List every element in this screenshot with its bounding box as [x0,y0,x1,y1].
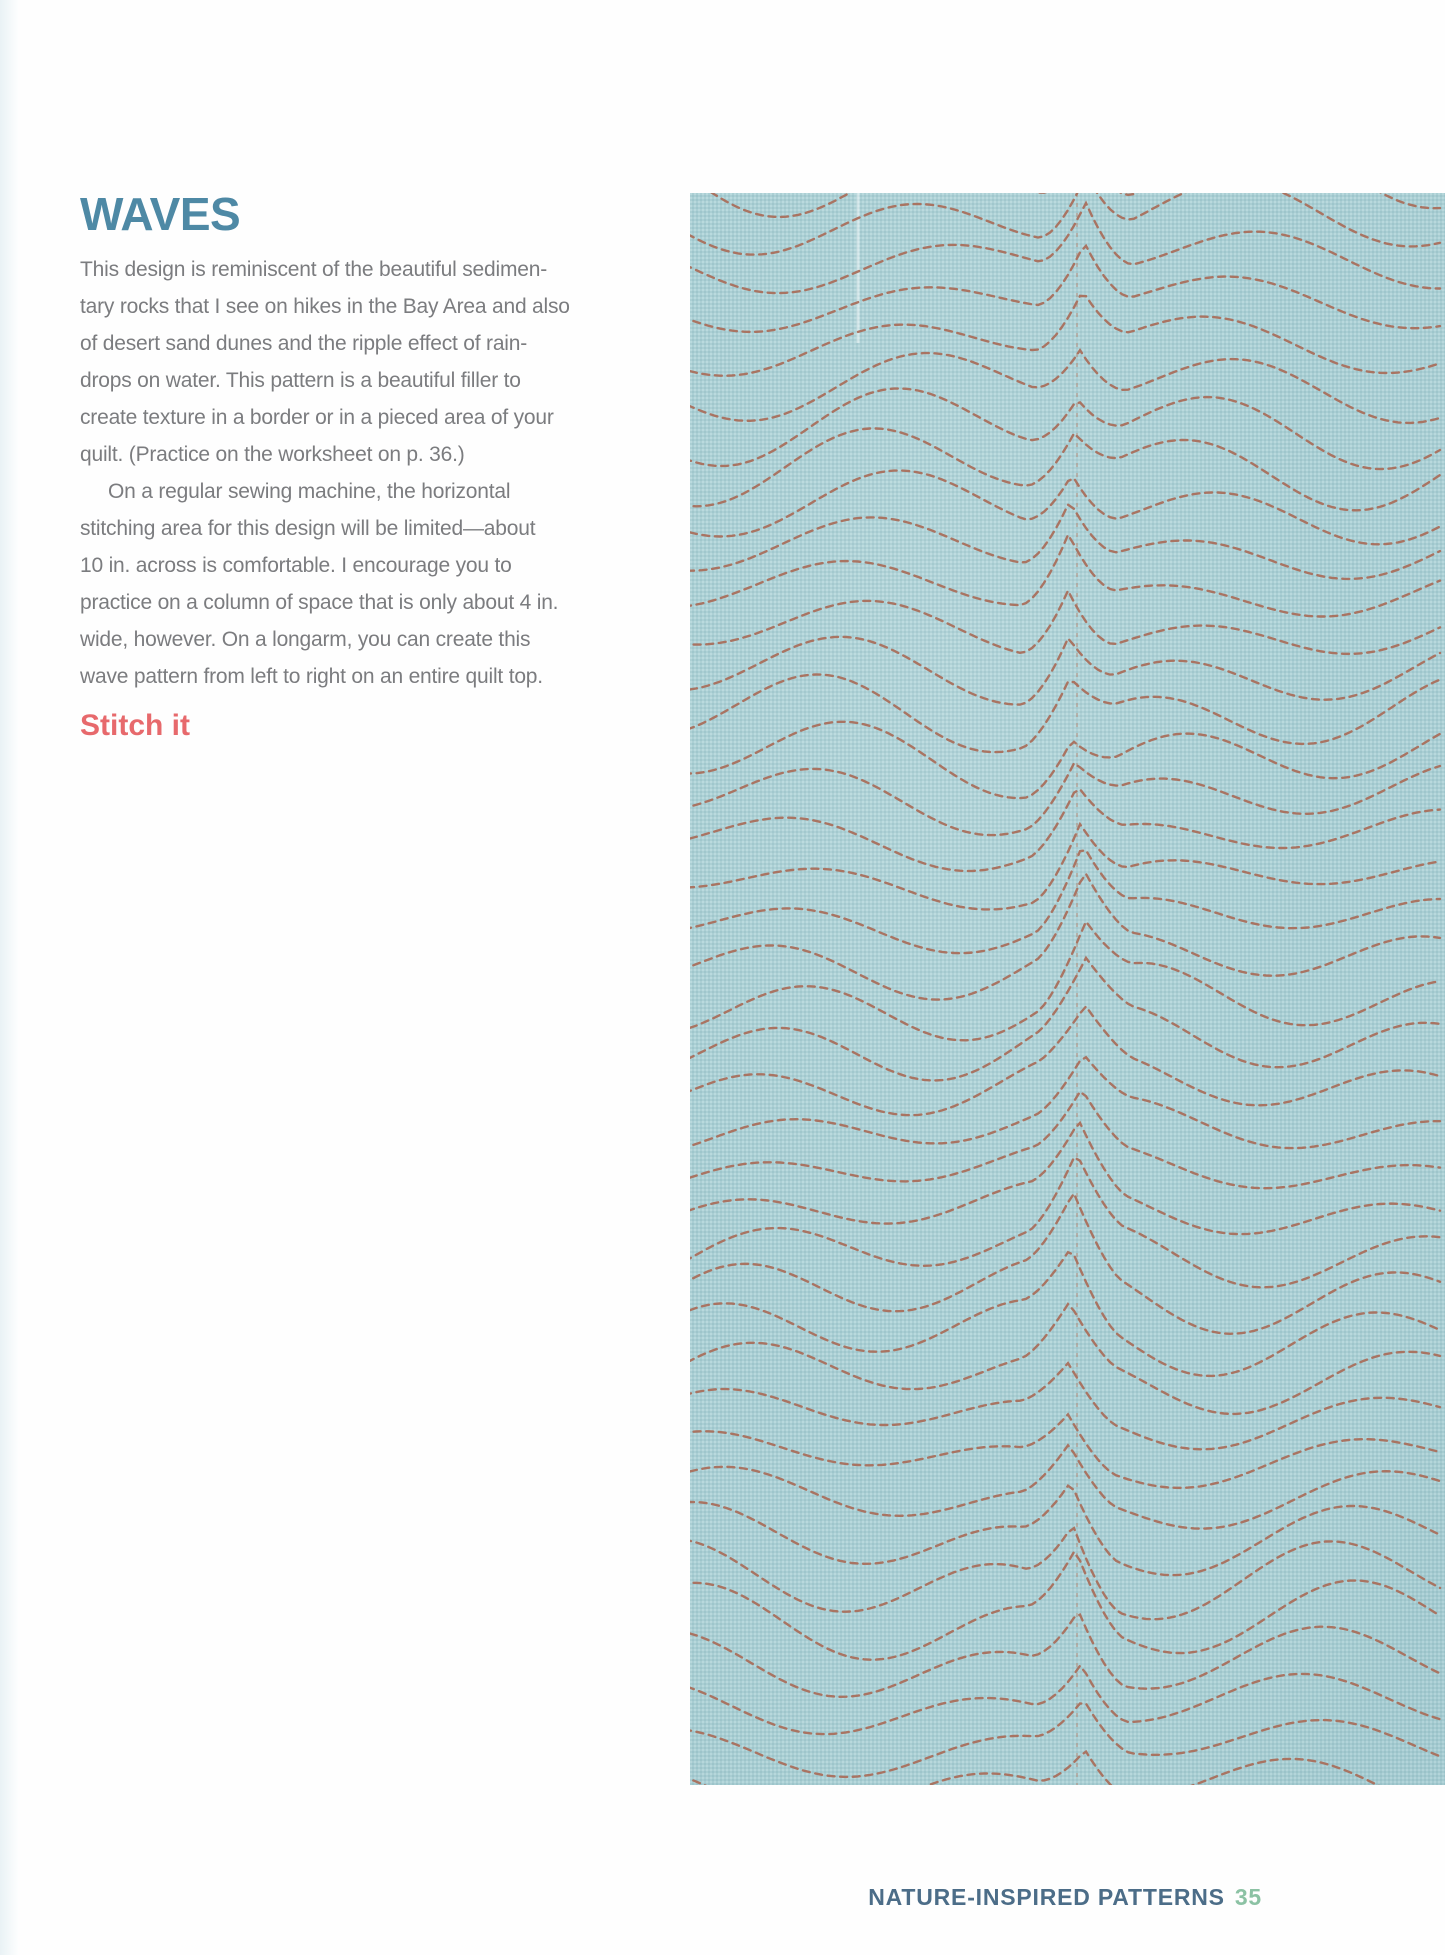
body-line: wide, however. On a longarm, you can create this [80,628,531,651]
body-line: 10 in. across is comfortable. I encourage you to [80,554,512,577]
page-edge-shading [0,0,18,1955]
page-footer [868,1884,1262,1911]
body-line: This design is reminiscent of the beautiful sedimen- [80,258,548,281]
body-text [80,251,680,695]
body-line: On a regular sewing machine, the horizontal [108,480,511,503]
body-line: wave pattern from left to right on an entire quilt top. [80,665,543,688]
body-line: tary rocks that I see on hikes in the Bay Area and also [80,295,570,318]
footer-label: NATURE-INSPIRED PATTERNS [868,1884,1225,1910]
body-line: quilt. (Practice on the worksheet on p. 36.) [80,443,465,466]
body-line: stitching area for this design will be limited—about [80,517,536,540]
page-number: 35 [1234,1884,1262,1910]
body-line: of desert sand dunes and the ripple effect of rain- [80,332,528,355]
body-line: drops on water. This pattern is a beautiful filler to [80,369,521,392]
stitch-it-heading: Stitch it [80,709,190,742]
section-heading: WAVES [80,188,241,240]
wave-stitch-illustration [690,193,1445,1785]
body-line: create texture in a border or in a pieced area of your [80,406,554,429]
body-line: practice on a column of space that is only about 4 in. [80,591,559,614]
quilt-photo [690,193,1445,1785]
